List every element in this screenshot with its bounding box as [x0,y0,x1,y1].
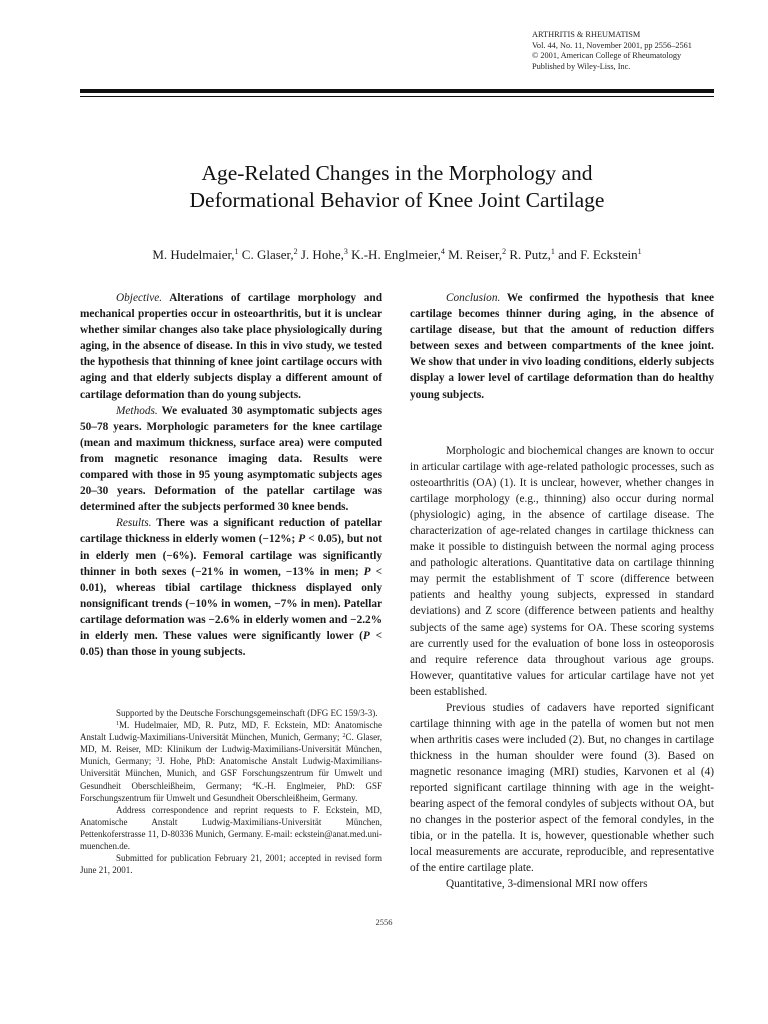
aff-mark: 4 [252,781,256,788]
journal-name: ARTHRITIS & RHEUMATISM [532,30,641,39]
conclusion-text: We confirmed the hypothesis that knee cartilage becomes thinner during aging, in the absence of cartilage disease, but that the amount of reduction differs between sexes and between compartments of the knee joint. We show that under in vivo loading conditions, elderly subjects display a lower level of cartilage deformation than do healthy young subjects. [410,292,714,401]
abstract-methods [80,403,382,516]
author-name: J. Hohe, [300,247,344,262]
results-text: < 0.01), whereas tibial cartilage thickness displayed only nonsignificant trends (−10% in women, −7% in men). Patellar cartilage deformation was −2.6% in elderly women and −2.2% in elderly men. These values were significantly lower ( [80,565,382,642]
author-affiliation: 2 [502,247,507,256]
aff-mark: 3 [156,757,160,764]
header-rule-thin [80,96,714,97]
aff-text: K.-H. Englmeier, PhD: GSF Forschungszentrum für Umwelt und Gesundheit Oberschleißheim, Germany. [80,780,383,803]
author-affiliation: 2 [293,247,298,256]
author-name: R. Putz, [509,247,551,262]
aff-text: M. Hudelmaier, MD, R. Putz, MD, F. Eckstein, MD: Anatomische Anstalt Ludwig-Maximilians-Universität München, Munich, Germany; [80,720,382,743]
header-rule-thick [80,89,714,93]
body-paragraph-3: Quantitative, 3-dimensional MRI now offers [446,878,648,891]
abstract-conclusion [410,290,714,403]
abstract-objective [80,290,382,403]
body-paragraph-2: Previous studies of cadavers have reported significant cartilage thinning with age in the patella of women but not men when arthritis cases were included (2). But, no changes in cartilage thickness in the human shoulder were found (3). Based on magnetic resonance imaging (MRI) studies, Karvonen et al (4) reported significant cartilage thinning with age in the weight-bearing aspect of the femoral condyles of subjects without OA, but no changes in the posterior aspect of the femoral condyles, in the tibia, or in the patella. It is, however, questionable whether such local measurements are accurate, reproducible, and representative of the entire cartilage plate. [410,701,714,875]
author-affiliation: 4 [440,247,445,256]
title-line-1: Age-Related Changes in the Morphology and [201,161,593,185]
footnote-support: Supported by the Deutsche Forschungsgemeinschaft (DFG EC 159/3-3). [116,708,378,718]
footnotes [80,707,382,876]
objective-label: Objective. [116,292,163,304]
footnote-address: Address correspondence and reprint requests to F. Eckstein, MD, Anatomische Anstalt Ludwig-Maximilians-Universität München, Pettenkoferstrasse 11, D-80336 Munich, Germany. E-mail: eckstein@anat.med.uni-muenchen.de. [80,804,382,852]
article-title [80,160,714,214]
author-list [80,246,714,264]
p-value-symbol: P [298,533,306,546]
aff-mark: 2 [342,733,346,740]
journal-citation [532,30,752,72]
title-line-2: Deformational Behavior of Knee Joint Cartilage [189,188,605,212]
p-value-symbol: P [363,565,371,578]
journal-publisher: Published by Wiley-Liss, Inc. [532,61,631,71]
methods-label: Methods. [116,404,158,417]
results-text: There was a significant reduction of patellar cartilage thickness in elderly women (−12%; [80,517,382,546]
journal-copyright: © 2001, American College of Rheumatology [532,51,682,61]
conclusion-label: Conclusion. [446,292,501,304]
author-name: and F. Eckstein [558,247,638,262]
author-affiliation: 1 [234,247,239,256]
methods-text: We evaluated 30 asymptomatic subjects ages 50–78 years. Morphologic parameters for the knee cartilage (mean and maximum thickness, surface area) were computed from magnetic resonance imaging data. Results were compared with those in 95 young asymptomatic subjects ages 20–30 years. Deformation of the patellar cartilage was determined after the subjects performed 30 knee bends. [80,404,383,514]
aff-mark: 1 [116,721,119,728]
author-name: M. Reiser, [448,247,503,262]
author-affiliation: 1 [637,247,642,256]
author-affiliation: 1 [550,247,555,256]
results-text: < 0.05) than those in young subjects. [80,629,382,659]
author-affiliation: 3 [343,247,348,256]
objective-text: Alterations of cartilage morphology and mechanical properties occur in osteoarthritis, but it is unclear whether similar changes also take place physiologically during aging, in the absence of disease. In this in vivo study, we tested the hypothesis that thinning of knee joint cartilage occurs with aging and that elderly subjects display a different amount of cartilage deformation than do young subjects. [80,292,382,401]
article-body [410,443,714,892]
page-number: 2556 [375,917,393,927]
aff-text: C. Glaser, MD, M. Reiser, MD: Klinikum der Ludwig-Maximilians-Universität München, Munich, Germany; [80,732,383,767]
author-name: M. Hudelmaier, [152,247,235,262]
body-paragraph-1: Morphologic and biochemical changes are known to occur in articular cartilage with age-related pathologic processes, such as osteoarthritis (OA) (1). It is unclear, however, whether changes in cartilage morphology (e.g., thinning) also occur during normal (physiologic) aging, in the absence of cartilage disease. The characterization of age-related changes in cartilage thickness can make it possible to distinguish between the normal aging process and pathologic alterations. Quantitative data on cartilage thinning may permit the establishment of T score (difference between patients and healthy young subjects, expressed in standard deviations) and Z score (difference between patients and healthy subjects of the same age) systems for OA. These scoring systems are currently used for the evaluation of bone loss in osteoporosis and require reference data throughout various age groups. However, quantitative values for articular cartilage have not yet been established. [410,445,714,698]
p-value-symbol: P [362,629,370,642]
footnote-affiliations [80,719,382,804]
aff-text: J. Hohe, PhD: Anatomische Anstalt Ludwig-Maximilians-Universität München, Munich, and GSF Forschungszentrum für Umwelt und Gesundheit Oberschleißheim, Germany; [80,756,382,791]
results-text: < 0.05), but not in elderly men (−6%). Femoral cartilage was significantly thinner in both sexes (−21% in women, −13% in men; [80,533,382,578]
results-label: Results. [116,517,152,530]
journal-volume: Vol. 44, No. 11, November 2001, pp 2556–2561 [532,40,692,50]
author-name: K.-H. Englmeier, [351,247,441,262]
abstract-results [80,515,382,660]
abstract-left-column [80,290,382,660]
footnote-submitted: Submitted for publication February 21, 2001; accepted in revised form June 21, 2001. [80,853,382,876]
author-name: C. Glaser, [241,247,294,262]
abstract-right-column [410,290,714,403]
